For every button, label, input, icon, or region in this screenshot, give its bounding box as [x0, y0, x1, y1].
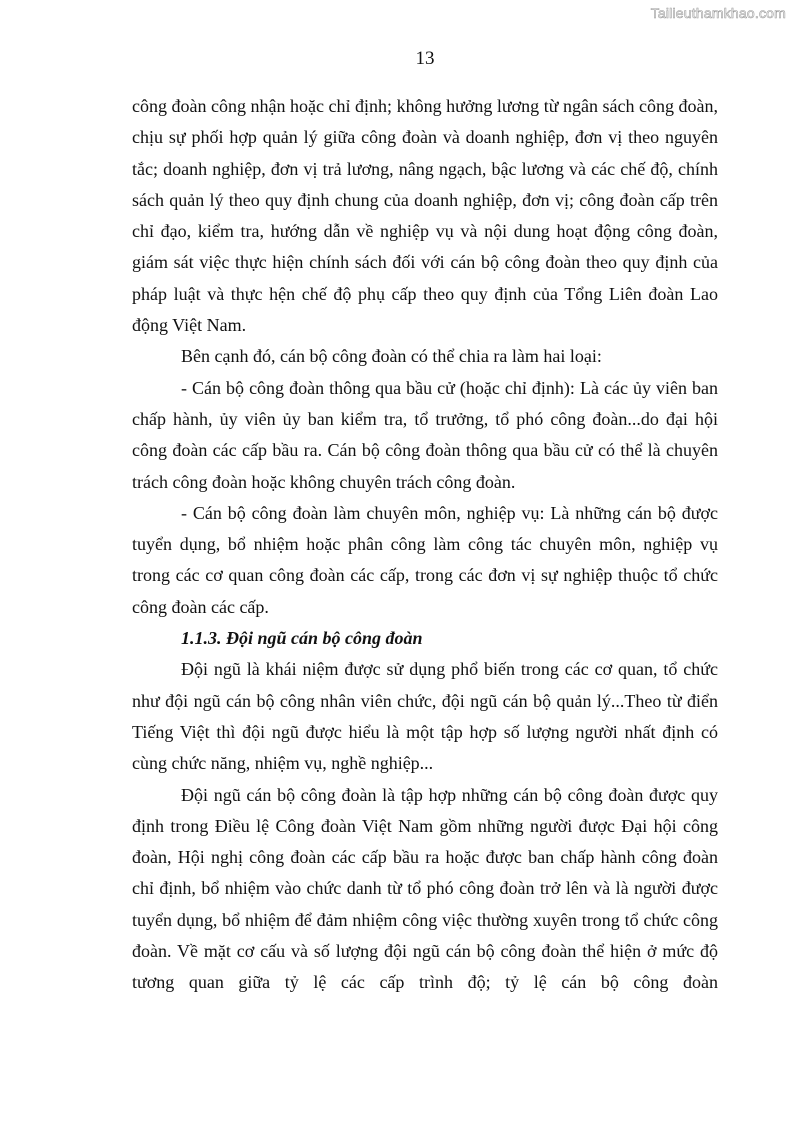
- paragraph-elected-officials: - Cán bộ công đoàn thông qua bầu cử (hoặc chỉ định): Là các ủy viên ban chấp hành, ủy viên ủy ban kiểm tra, tổ trưởng, tổ phó công đoàn...do đại hội công đoàn các cấp bầu ra. Cán bộ công đoàn thông qua bầu cử có thể là chuyên trách công đoàn hoặc không chuyên trách công đoàn.: [132, 377, 718, 492]
- watermark-text: Tailieuthamkhao.com: [650, 5, 786, 21]
- paragraph-intro-two-types: Bên cạnh đó, cán bộ công đoàn có thể chia ra làm hai loại:: [181, 346, 602, 367]
- paragraph-definition-team: Đội ngũ là khái niệm được sử dụng phổ biến trong các cơ quan, tổ chức như đội ngũ cán bộ công nhân viên chức, đội ngũ cán bộ quản lý...Theo từ điển Tiếng Việt thì đội ngũ được hiểu là một tập hợp số lượng người nhất định có cùng chức năng, nhiệm vụ, nghề nghiệp...: [132, 659, 718, 774]
- section-heading: 1.1.3. Đội ngũ cán bộ công đoàn: [181, 628, 423, 649]
- paragraph-continuation: công đoàn công nhận hoặc chỉ định; không hưởng lương từ ngân sách công đoàn, chịu sự phối hợp quản lý giữa công đoàn và doanh nghiệp, đơn vị theo nguyên tắc; doanh nghiệp, đơn vị trả lương, nâng ngạch, bậc lương và các chế độ, chính sách quản lý theo quy định chung của doanh nghiệp, đơn vị; công đoàn cấp trên chỉ đạo, kiểm tra, hướng dẫn về nghiệp vụ và nội dung hoạt động công đoàn, giám sát việc thực hiện chính sách đối với cán bộ công đoàn theo quy định của pháp luật và thực hện chế độ phụ cấp theo quy định của Tổng Liên đoàn Lao động Việt Nam.: [132, 96, 718, 336]
- page-number: 13: [415, 48, 435, 69]
- paragraph-union-team: Đội ngũ cán bộ công đoàn là tập hợp những cán bộ công đoàn được quy định trong Điều lệ Công đoàn Việt Nam gồm những người được Đại hội công đoàn, Hội nghị công đoàn các cấp bầu ra hoặc được ban chấp hành công đoàn chỉ định, bổ nhiệm vào chức danh từ tổ phó công đoàn trở lên và là người được tuyển dụng, bổ nhiệm để đảm nhiệm công việc thường xuyên trong tổ chức công đoàn. Về mặt cơ cấu và số lượng đội ngũ cán bộ công đoàn thể hiện ở mức độ tương quan giữa tỷ lệ các cấp trình độ; tỷ lệ cán bộ công đoàn: [132, 784, 718, 993]
- paragraph-professional-officials: - Cán bộ công đoàn làm chuyên môn, nghiệp vụ: Là những cán bộ được tuyển dụng, bổ nhiệm hoặc phân công làm công tác chuyên môn, nghiệp vụ trong các cơ quan công đoàn các cấp, trong các đơn vị sự nghiệp thuộc tổ chức công đoàn các cấp.: [132, 502, 718, 617]
- document-body: [132, 91, 718, 999]
